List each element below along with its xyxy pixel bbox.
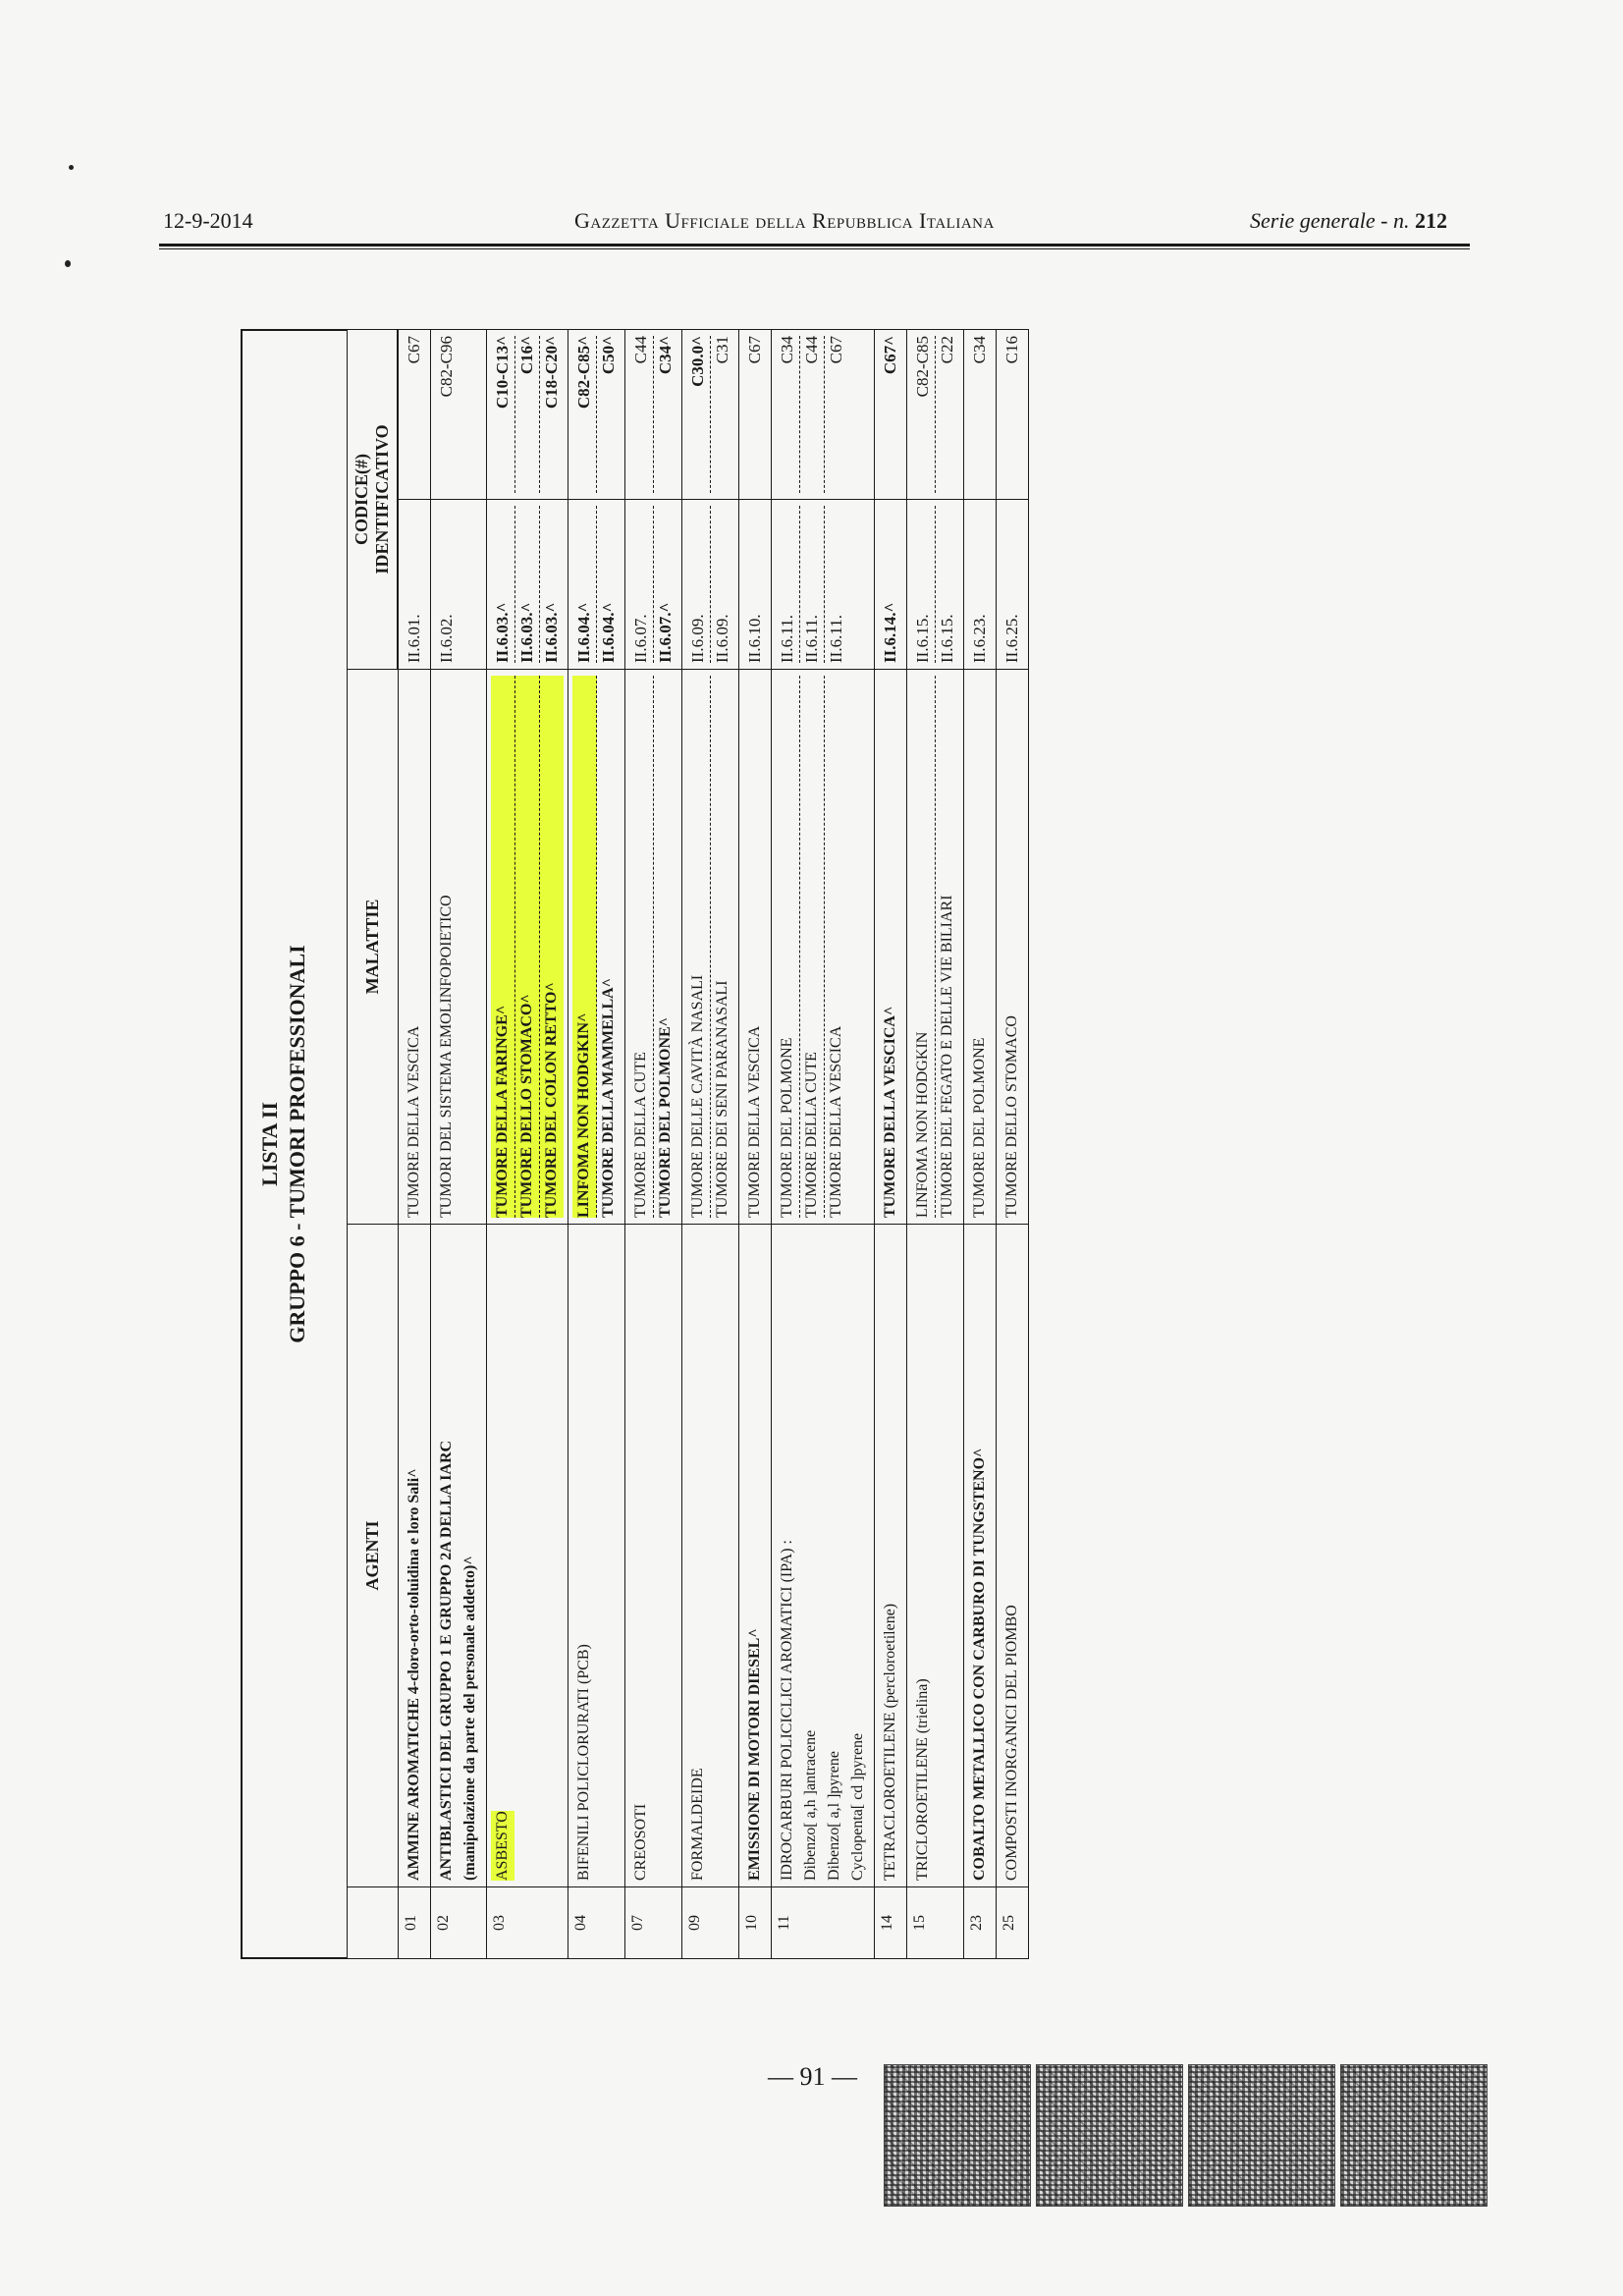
malattia-line: TUMORE DEI SENI PARANASALI [714, 980, 730, 1218]
codice-line: II.6.11. [800, 506, 825, 663]
page-number: — 91 — [768, 2062, 857, 2091]
agent-line: Dibenzo[ a,l ]pyrene [826, 1751, 842, 1881]
malattie-cell [487, 670, 568, 1225]
codice-line: II.6.03.^ [542, 602, 561, 663]
agent-cell [682, 1225, 739, 1887]
codice-line: II.6.15. [911, 506, 936, 663]
malattia-line: TUMORE DELLO STOMACO [1003, 1015, 1020, 1218]
row-number: 04 [568, 1887, 625, 1959]
row-number: 11 [772, 1887, 875, 1959]
malattia-line: LINFOMA NON HODGKIN^ [572, 676, 597, 1218]
agent-cell [625, 1225, 682, 1887]
table-row [399, 330, 431, 1959]
col-header-malattie: MALATTIE [348, 670, 399, 1225]
icd-cell [772, 330, 875, 500]
malattie-cell [875, 670, 907, 1225]
datamatrix-code [884, 2064, 1031, 2207]
codice-cell [625, 500, 682, 670]
agent-cell [399, 1225, 431, 1887]
datamatrix-code [1340, 2064, 1488, 2207]
row-number: 14 [875, 1887, 907, 1959]
row-number: 15 [907, 1887, 964, 1959]
icd-line: C16^ [515, 336, 540, 493]
malattie-cell [682, 670, 739, 1225]
col-header-codice-line1: CODICE(#) [352, 454, 371, 545]
agent-line: TRICLOROETILENE (trielina) [914, 1678, 931, 1881]
table-row [964, 330, 997, 1959]
codice-line: II.6.02. [437, 614, 456, 663]
agent-line: EMISSIONE DI MOTORI DIESEL^ [746, 1628, 763, 1881]
row-number: 09 [682, 1887, 739, 1959]
icd-line: C67^ [881, 336, 899, 375]
codice-line: II.6.15. [938, 614, 956, 663]
agent-line: ANTIBLASTICI DEL GRUPPO 1 E GRUPPO 2A DELLA IARC [438, 1440, 455, 1881]
icd-cell [997, 330, 1029, 500]
icd-line: C34 [776, 336, 800, 493]
icd-line: C30.0^ [686, 336, 711, 493]
malattia-line: TUMORE DEL FEGATO E DELLE VIE BILIARI [939, 895, 955, 1218]
col-header-codice-line2: IDENTIFICATIVO [372, 424, 392, 574]
header-rule [159, 244, 1470, 246]
icd-line: C22 [938, 336, 956, 364]
icd-line: C44 [629, 336, 654, 493]
icd-line: C67 [405, 336, 423, 364]
agent-line: IDROCARBURI POLICICLICI AROMATICI (IPA) : [779, 1540, 795, 1881]
agent-line: TETRACLOROETILENE (percloroetilene) [882, 1603, 898, 1881]
codice-line: II.6.14.^ [881, 602, 899, 663]
codice-cell [399, 500, 431, 670]
malattie-cell [964, 670, 997, 1225]
icd-line: C82-C96 [437, 336, 456, 398]
malattia-line: TUMORE DELLA VESCICA [746, 1025, 763, 1218]
agent-line: AMMINE AROMATICHE 4-cloro-orto-toluidina e loro Sali^ [406, 1468, 422, 1881]
malattia-line: TUMORE DELLA MAMMELLA^ [600, 978, 617, 1218]
agent-line: Cyclopenta[ cd ]pyrene [849, 1732, 866, 1881]
header-series [1250, 208, 1447, 234]
header-series-label: Serie generale - n. [1250, 208, 1410, 233]
malattia-line: TUMORE DELLA VESCICA [406, 1025, 422, 1218]
icd-cell [964, 330, 997, 500]
table-row [875, 330, 907, 1959]
icd-cell [399, 330, 431, 500]
icd-line: C50^ [599, 336, 618, 375]
row-number: 02 [431, 1887, 487, 1959]
codice-line: II.6.07. [629, 506, 654, 663]
icd-cell [487, 330, 568, 500]
icd-cell [568, 330, 625, 500]
malattia-line: TUMORE DEL POLMONE [971, 1037, 988, 1218]
col-header-codice [348, 330, 398, 670]
table-row [997, 330, 1029, 1959]
malattie-cell [431, 670, 487, 1225]
codice-cell [964, 500, 997, 670]
codice-line: II.6.23. [970, 614, 989, 663]
table-row [682, 330, 739, 1959]
agent-line: Dibenzo[ a,h ]antracene [802, 1729, 819, 1881]
agent-line: COMPOSTI INORGANICI DEL PIOMBO [1003, 1605, 1020, 1881]
table-title [241, 329, 347, 1959]
malattie-cell [997, 670, 1029, 1225]
codice-line: II.6.01. [405, 614, 423, 663]
scan-speck [69, 165, 74, 170]
row-number: 25 [997, 1887, 1029, 1959]
icd-cell [875, 330, 907, 500]
icd-cell [682, 330, 739, 500]
agent-cell [568, 1225, 625, 1887]
icd-cell [431, 330, 487, 500]
malattie-cell [907, 670, 964, 1225]
header-title-text: Gazzetta Ufficiale della Repubblica Italiana [574, 208, 995, 233]
agent-line: (manipolazione da parte del personale addetto)^ [461, 1556, 478, 1881]
codice-line: II.6.11. [776, 506, 800, 663]
codice-cell [431, 500, 487, 670]
agent-cell [875, 1225, 907, 1887]
header-series-number: 212 [1415, 208, 1447, 233]
table-body [399, 330, 1029, 1959]
row-number: 03 [487, 1887, 568, 1959]
codice-line: II.6.07.^ [656, 602, 675, 663]
agent-cell [739, 1225, 772, 1887]
scan-speck [65, 260, 71, 267]
malattia-line: TUMORE DEL POLMONE [776, 676, 800, 1218]
codice-line: II.6.09. [686, 506, 711, 663]
agent-line: COBALTO METALLICO CON CARBURO DI TUNGSTENO^ [971, 1448, 988, 1881]
codice-line: II.6.25. [1002, 614, 1021, 663]
agent-cell [487, 1225, 568, 1887]
header-title [574, 208, 995, 234]
icd-line: C82-C85^ [572, 336, 597, 493]
codice-cell [739, 500, 772, 670]
malattia-line: TUMORI DEL SISTEMA EMOLINFOPOIETICO [438, 895, 455, 1218]
icd-line: C67 [827, 336, 845, 364]
datamatrix-code [1188, 2064, 1335, 2207]
icd-line: C44 [800, 336, 825, 493]
row-number: 01 [399, 1887, 431, 1959]
malattie-cell [739, 670, 772, 1225]
codice-cell [997, 500, 1029, 670]
agent-line: ASBESTO [491, 1811, 514, 1881]
table-row [487, 330, 568, 1959]
table-title-line1: LISTA II [257, 1102, 282, 1186]
codice-cell [487, 500, 568, 670]
agent-cell [997, 1225, 1029, 1887]
table-container [241, 329, 1055, 1959]
codice-cell [772, 500, 875, 670]
codice-line: II.6.09. [713, 614, 731, 663]
malattia-line: TUMORE DELLO STOMACO^ [515, 676, 540, 1218]
malattie-cell [625, 670, 682, 1225]
icd-line: C16 [1002, 336, 1021, 364]
malattia-line: LINFOMA NON HODGKIN [911, 676, 936, 1218]
codice-line: II.6.04.^ [599, 602, 618, 663]
malattia-line: TUMORE DEL COLON RETTO^ [540, 676, 564, 1218]
malattie-cell [772, 670, 875, 1225]
col-header-agenti: AGENTI [348, 1225, 399, 1887]
icd-line: C82-C85 [911, 336, 936, 493]
col-header-num [348, 1887, 399, 1959]
malattia-line: TUMORE DEL POLMONE^ [657, 1017, 674, 1218]
malattia-line: TUMORE DELLA CUTE [629, 676, 654, 1218]
table-row [431, 330, 487, 1959]
table-row [625, 330, 682, 1959]
codice-cell [907, 500, 964, 670]
row-number: 07 [625, 1887, 682, 1959]
icd-line: C10-C13^ [491, 336, 515, 493]
agent-cell [431, 1225, 487, 1887]
icd-cell [907, 330, 964, 500]
codice-cell [568, 500, 625, 670]
codice-cell [875, 500, 907, 670]
table-row [772, 330, 875, 1959]
malattia-line: TUMORE DELLE CAVITÀ NASALI [686, 676, 711, 1218]
tumori-table [347, 329, 1029, 1959]
codice-line: II.6.03.^ [515, 506, 540, 663]
codice-line: II.6.04.^ [572, 506, 597, 663]
datamatrix-code [1036, 2064, 1183, 2207]
agent-line: FORMALDEIDE [689, 1768, 706, 1881]
header-date: 12-9-2014 [163, 208, 253, 233]
agent-line: BIFENILI POLICLORURATI (PCB) [575, 1644, 592, 1881]
row-number: 23 [964, 1887, 997, 1959]
codice-line: II.6.10. [745, 614, 764, 663]
agent-cell [907, 1225, 964, 1887]
malattia-line: TUMORE DELLA VESCICA^ [882, 1006, 898, 1218]
agent-cell [964, 1225, 997, 1887]
malattia-line: TUMORE DELLA VESCICA [828, 1025, 844, 1218]
icd-line: C31 [713, 336, 731, 364]
icd-cell [625, 330, 682, 500]
malattie-cell [399, 670, 431, 1225]
icd-line: C34 [970, 336, 989, 364]
malattie-cell [568, 670, 625, 1225]
malattia-line: TUMORE DELLA CUTE [800, 676, 825, 1218]
table-title-line2: GRUPPO 6 - TUMORI PROFESSIONALI [285, 945, 309, 1343]
agent-line: CREOSOTI [632, 1803, 649, 1881]
agent-cell [772, 1225, 875, 1887]
codice-cell [682, 500, 739, 670]
header-rule-thin [159, 248, 1470, 249]
codice-line: II.6.03.^ [491, 506, 515, 663]
row-number: 10 [739, 1887, 772, 1959]
icd-line: C34^ [656, 336, 675, 375]
icd-line: C18-C20^ [542, 336, 561, 410]
malattia-line: TUMORE DELLA FARINGE^ [491, 676, 515, 1218]
table-row [568, 330, 625, 1959]
codice-line: II.6.11. [827, 615, 845, 663]
icd-line: C67 [745, 336, 764, 364]
icd-cell [739, 330, 772, 500]
table-row [739, 330, 772, 1959]
table-row [907, 330, 964, 1959]
